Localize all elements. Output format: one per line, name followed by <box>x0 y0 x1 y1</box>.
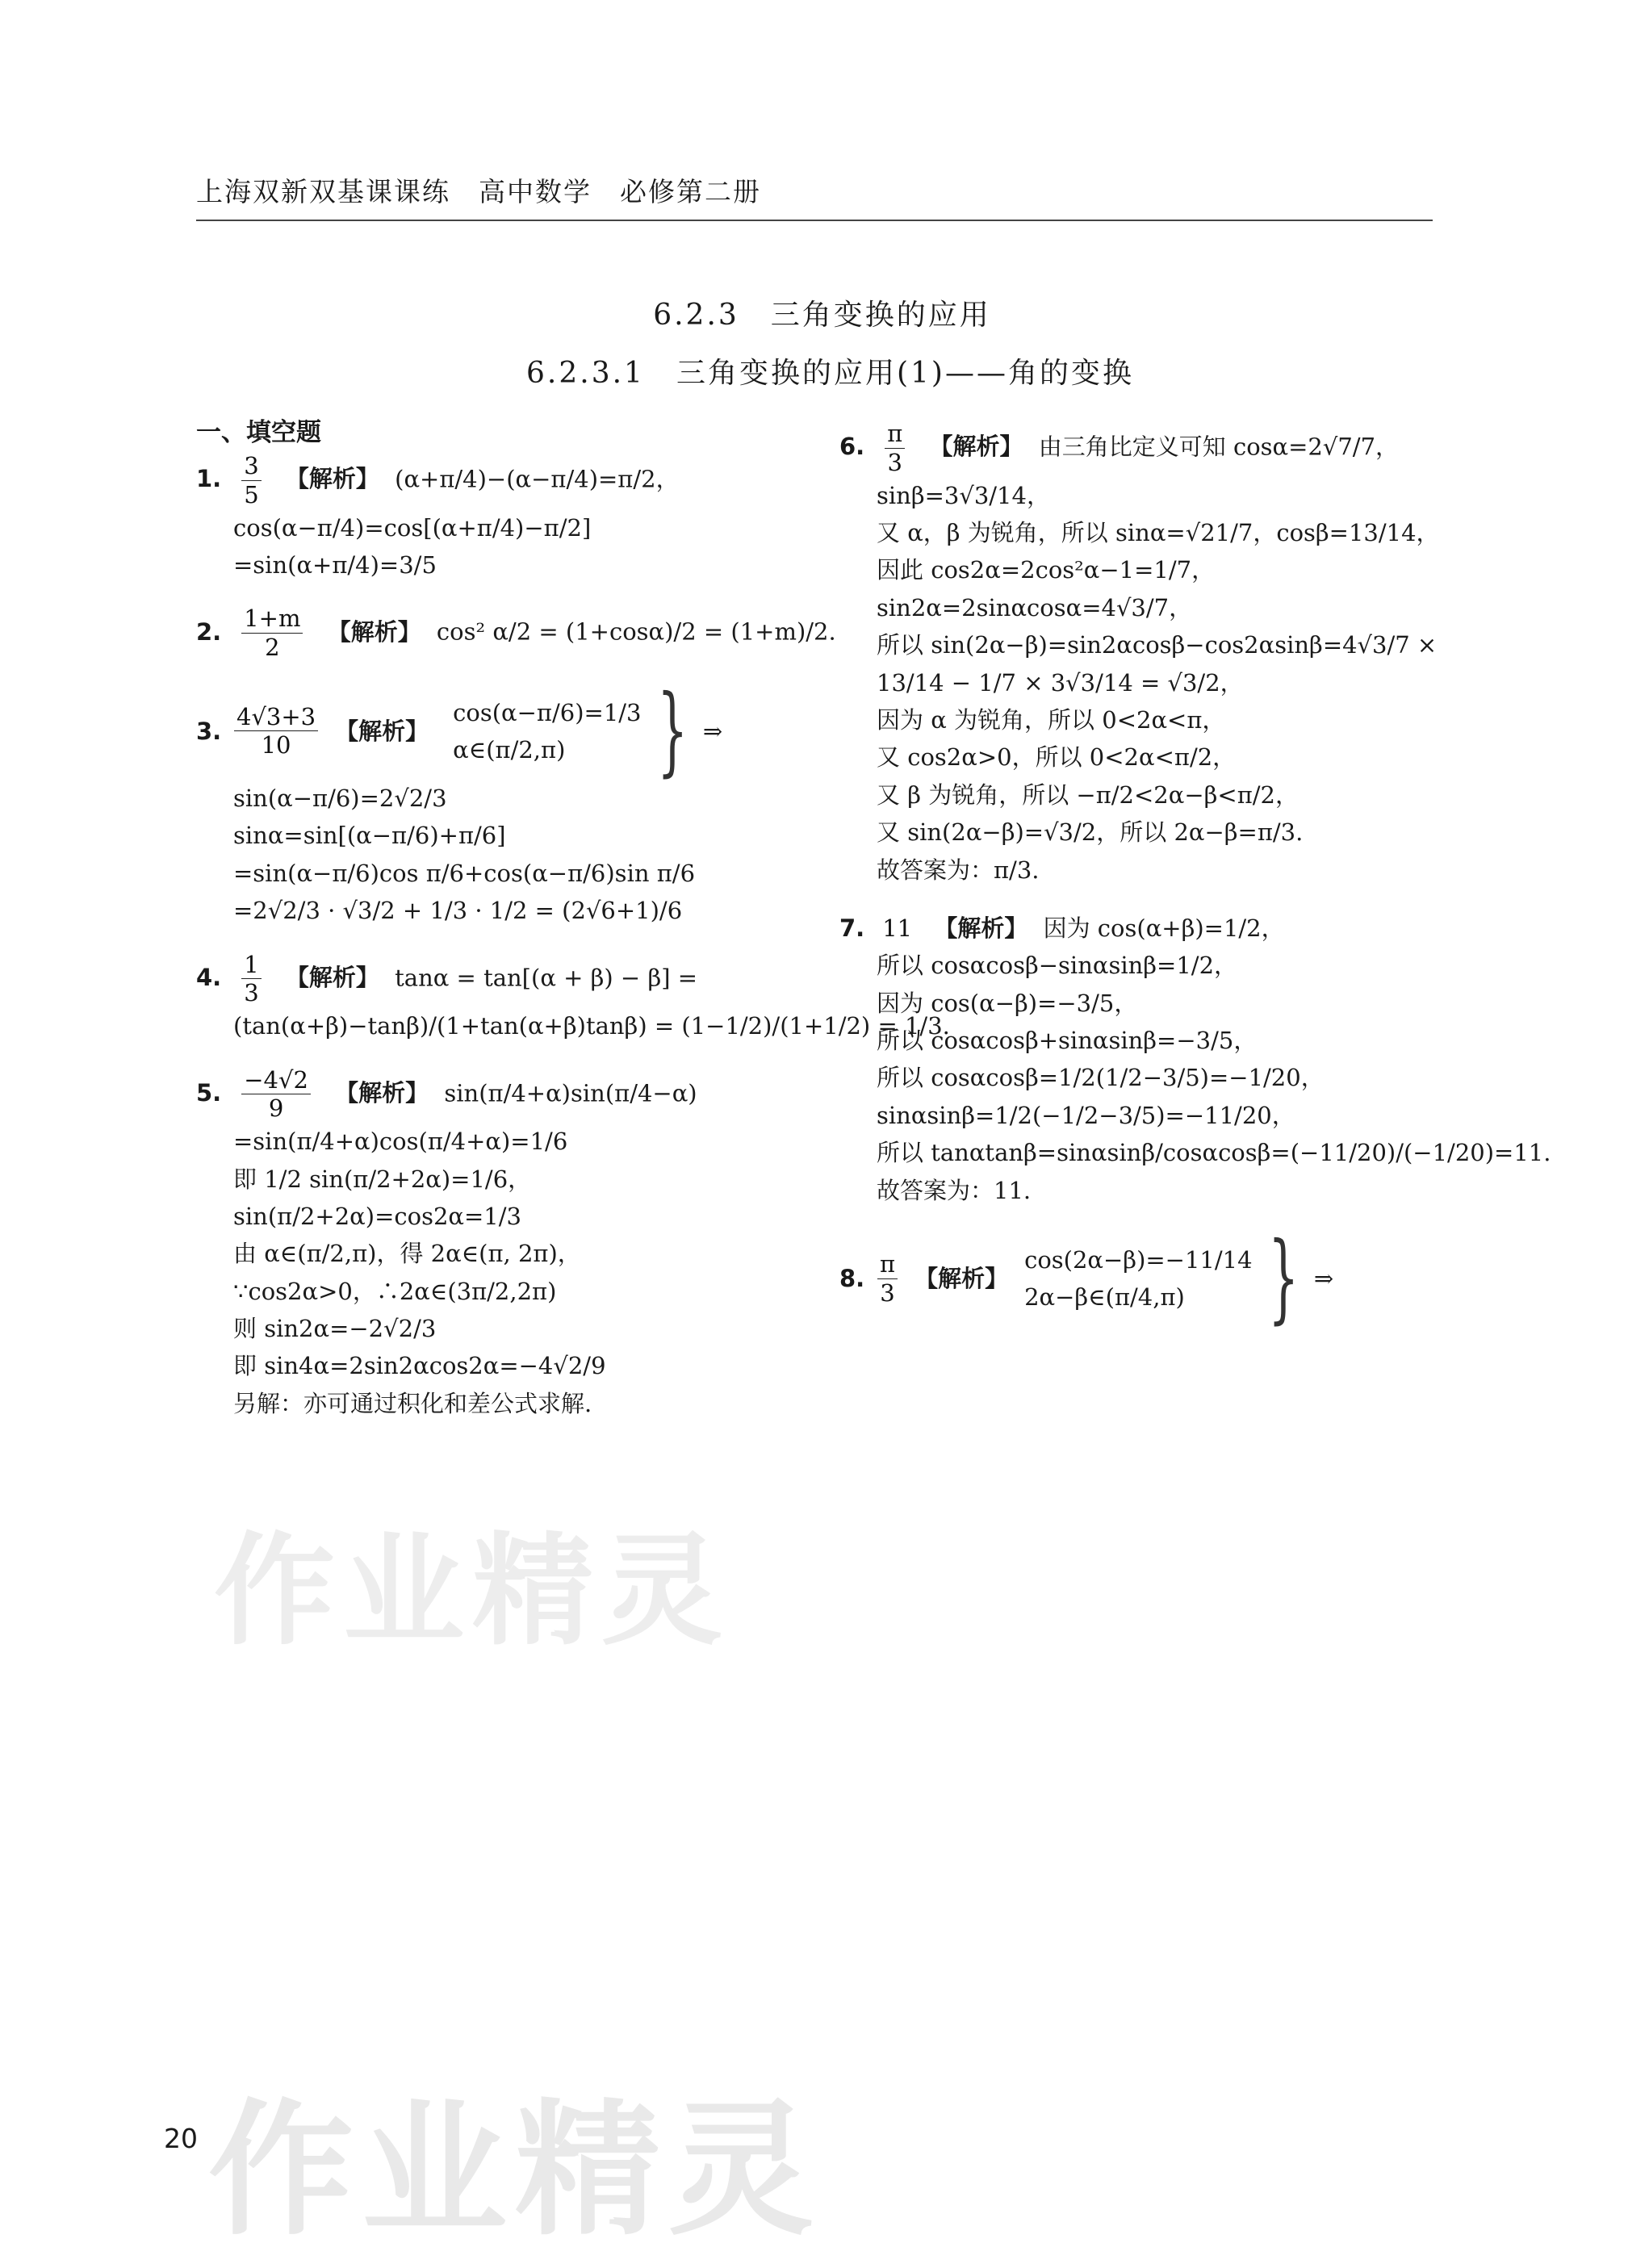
solution-line: 即 sin4α=2sin2αcos2α=−4√2/9 <box>233 1352 606 1380</box>
solution-line: sin(π/4+α)sin(π/4−α) <box>444 1078 697 1107</box>
question-number: 7. <box>839 914 865 942</box>
condition-group <box>1024 1241 1252 1316</box>
solution-line: =sin(π/4+α)cos(π/4+α)=1/6 <box>233 1128 568 1156</box>
solution-line: 由 α∈(π/2,π)，得 2α∈(π, 2π)， <box>233 1240 581 1268</box>
analysis-tag: 【解析】 <box>335 1078 429 1107</box>
condition: cos(2α−β)=−11/14 <box>1024 1245 1253 1274</box>
answer: $\frac{1}{3}$ <box>241 951 261 1008</box>
solution-line: sinβ=3√3/14， <box>877 481 1050 509</box>
right-column <box>839 420 1551 2034</box>
solution-line: =sin(α−π/6)cos π/6+cos(α−π/6)sin π/6 <box>233 859 696 887</box>
solution-line: 又 sin(2α−β)=√3/2，所以 2α−β=π/3. <box>877 818 1304 847</box>
question-1 <box>196 452 810 584</box>
analysis-tag: 【解析】 <box>327 617 421 646</box>
solution-line: sinα=sin[(α−π/6)+π/6] <box>233 822 506 850</box>
answer: $\frac{1+m}{2}$ <box>241 605 303 662</box>
solution-line: 又 α，β 为锐角，所以 sinα=√21/7，cosβ=13/14， <box>877 518 1440 546</box>
answer: $\frac{-4√2}{9}$ <box>241 1066 311 1124</box>
solution-line: sin2α=2sinαcosα=4√3/7， <box>877 593 1193 621</box>
solution-line: sin(α−π/6)=2√2/3 <box>233 784 447 812</box>
question-number: 1. <box>196 465 222 493</box>
question-number: 6. <box>839 433 865 461</box>
solution-line: 因此 cos2α=2cos²α−1=1/7， <box>877 556 1216 584</box>
question-number: 8. <box>839 1264 865 1292</box>
right-brace-icon: } <box>656 674 688 787</box>
solution-line: ∵cos2α>0，∴2α∈(3π/2,2π) <box>233 1277 557 1305</box>
implies-arrow-icon: ⇒ <box>702 717 723 745</box>
solution-line: 所以 cosαcosβ=1/2(1/2−3/5)=−1/20， <box>877 1064 1325 1092</box>
solution-line: 又 cos2α>0，所以 0<2α<π/2， <box>877 743 1237 772</box>
question-7 <box>839 910 1551 1209</box>
analysis-tag: 【解析】 <box>934 914 1028 942</box>
answer: $\frac{\pi}{3}$ <box>877 1250 898 1308</box>
solution-line: 由三角比定义可知 cosα=2√7/7， <box>1038 433 1400 461</box>
question-number: 4. <box>196 963 222 991</box>
question-8 <box>839 1222 1437 1335</box>
question-number: 2. <box>196 617 222 646</box>
question-4 <box>196 950 950 1045</box>
condition-group <box>453 694 641 769</box>
watermark-bottom: 作业精灵 <box>208 2086 822 2255</box>
solution-line: 即 1/2 sin(π/2+2α)=1/6， <box>233 1165 532 1193</box>
solution-line: 故答案为：11. <box>877 1176 1032 1204</box>
solution-line: 另解：亦可通过积化和差公式求解. <box>233 1389 592 1417</box>
answer: $\frac{\pi}{3}$ <box>885 420 905 477</box>
condition: 2α−β∈(π/4,π) <box>1024 1283 1185 1312</box>
watermark: 作业精灵 <box>214 1521 731 1662</box>
solution-line: 所以 sin(2α−β)=sin2αcosβ−cos2αsinβ=4√3/7 × <box>877 631 1438 659</box>
question-2 <box>196 605 836 662</box>
solution-line: cos² α/2 = (1+cosα)/2 = (1+m)/2. <box>436 617 836 646</box>
solution-line: =2√2/3 · √3/2 + 1/3 · 1/2 = (2√6+1)/6 <box>233 897 683 925</box>
solution-line: (α+π/4)−(α−π/4)=π/2， <box>395 465 680 493</box>
answer: 11 <box>882 914 913 942</box>
page-number: 20 <box>164 2123 198 2154</box>
section-title: 6.2.3 三角变换的应用 <box>653 299 991 332</box>
question-6 <box>839 420 1440 889</box>
solution-line: sin(π/2+2α)=cos2α=1/3 <box>233 1202 521 1230</box>
solution-line: 13/14 − 1/7 × 3√3/14 = √3/2， <box>877 668 1244 697</box>
solution-line: tanα = tan[(α + β) − β] = <box>395 963 698 991</box>
section-heading: 一、填空题 <box>196 418 321 447</box>
solution-line: 所以 cosαcosβ−sinαsinβ=1/2， <box>877 952 1238 980</box>
solution-line: 因为 cos(α+β)=1/2， <box>1043 914 1285 942</box>
solution-line: 所以 cosαcosβ+sinαsinβ=−3/5， <box>877 1027 1258 1055</box>
solution-line: 又 β 为锐角，所以 −π/2<2α−β<π/2， <box>877 780 1299 809</box>
subsection-title: 6.2.3.1 三角变换的应用(1)——角的变换 <box>526 357 1134 390</box>
solution-line: sinαsinβ=1/2(−1/2−3/5)=−11/20， <box>877 1101 1295 1129</box>
question-3 <box>196 674 810 930</box>
question-5 <box>196 1066 810 1423</box>
analysis-tag: 【解析】 <box>914 1264 1009 1292</box>
analysis-tag: 【解析】 <box>285 465 379 493</box>
analysis-tag: 【解析】 <box>929 433 1023 461</box>
condition: α∈(π/2,π) <box>453 735 566 764</box>
solution-line: 因为 α 为锐角，所以 0<2α<π， <box>877 705 1226 734</box>
condition: cos(α−π/6)=1/3 <box>453 698 642 726</box>
right-brace-icon: } <box>1267 1222 1299 1335</box>
solution-line: 因为 cos(α−β)=−3/5， <box>877 989 1138 1017</box>
solution-line: 所以 tanαtanβ=sinαsinβ/cosαcosβ=(−11/20)/(−1/20)=11. <box>877 1139 1551 1167</box>
solution-line: 故答案为：π/3. <box>877 856 1040 884</box>
solution-line: =sin(α+π/4)=3/5 <box>233 550 437 579</box>
analysis-tag: 【解析】 <box>285 963 379 991</box>
answer: $\frac{4√3+3}{10}$ <box>234 703 318 760</box>
answer: $\frac{3}{5}$ <box>241 452 261 509</box>
solution-line: (tan(α+β)−tanβ)/(1+tan(α+β)tanβ) = (1−1/2)/(1+1/2) = 1/3. <box>233 1012 950 1040</box>
question-number: 5. <box>196 1078 222 1107</box>
analysis-tag: 【解析】 <box>335 717 429 745</box>
running-header: 上海双新双基课课练 高中数学 必修第二册 <box>196 176 761 207</box>
question-number: 3. <box>196 717 222 745</box>
solution-line: 则 sin2α=−2√2/3 <box>233 1315 437 1343</box>
solution-line: cos(α−π/4)=cos[(α+π/4)−π/2] <box>233 513 592 542</box>
implies-arrow-icon: ⇒ <box>1313 1264 1334 1292</box>
header-rule <box>196 220 1433 221</box>
